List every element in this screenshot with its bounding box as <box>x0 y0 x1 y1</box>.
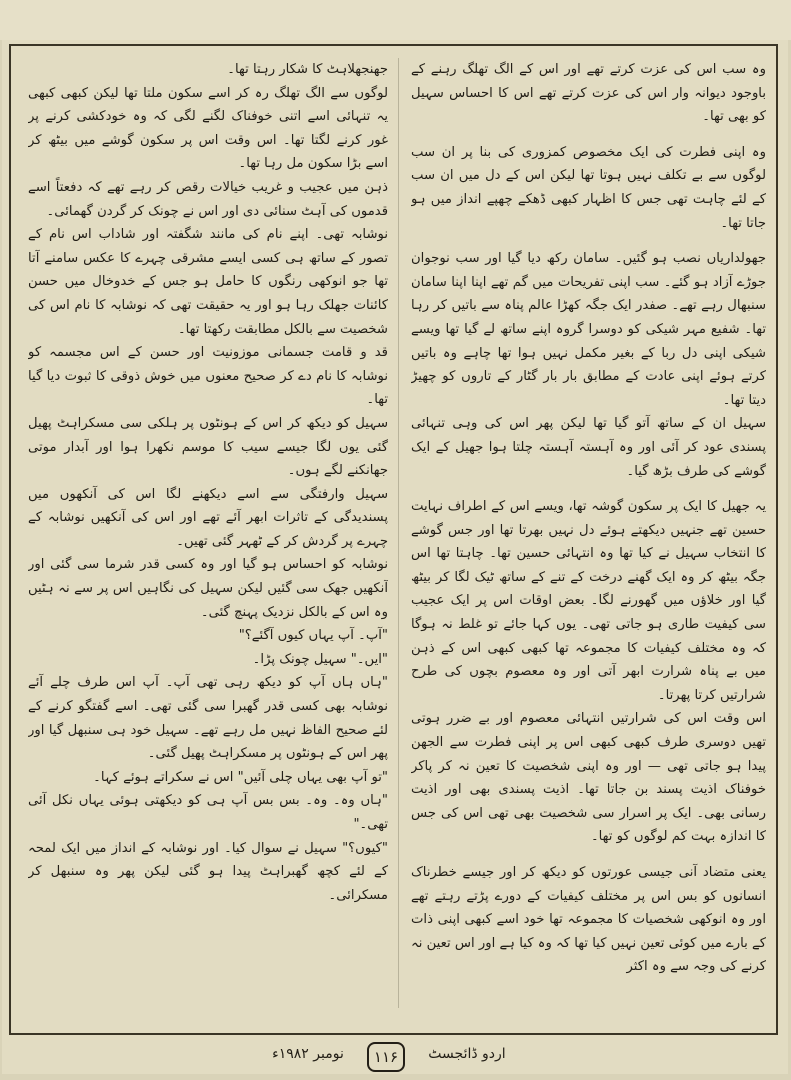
paragraph: جھنجھلاہٹ کا شکار رہتا تھا۔ <box>227 62 388 77</box>
column-divider <box>398 58 399 1008</box>
dialogue-line: "تو آپ بھی یہاں چلی آئیں" اس نے سکراتے ہوئے کہا۔ <box>93 769 388 785</box>
paragraph: سہیل وارفتگی سے اسے دیکھنے لگا اس کی آنکھوں میں پسندیدگی کے تاثرات ابھر آئے تھے اور اس کی آنکھیں نوشابہ کے چہرے پر گردش کر کے ٹھہر گئی تھیں۔ <box>28 486 388 549</box>
paragraph: وہ اپنی فطرت کی ایک مخصوص کمزوری کی بنا پر ان سب لوگوں سے بے تکلف نہیں ہوتا تھا لیکن اس کے دل میں ان سب کے لئے چاہت تھی جس کا اظہار کبھی ڈھکے چھپے انداز میں ہو جاتا تھا۔ <box>411 144 766 231</box>
paragraph: اس وقت اس کی شرارتیں انتہائی معصوم اور بے ضرر ہوتی تھیں دوسری طرف کبھی کبھی اس پر اپنی فطرت سے الجھن پیدا ہو جاتی تھی — اور وہ اپنی شخصیت کا تعین نہ کر پاکر خوفناک اذیت پسند بن جاتا تھا۔ اذیت پسندی بھی اور اذیت رسانی بھی۔ ایک پر اسرار سی شخصیت بھی تھی اس کی جس کا اندازہ بہت کم لوگوں کو تھا۔ <box>411 711 766 845</box>
paragraph: لوگوں سے الگ تھلگ رہ کر اسے سکون ملتا تھا لیکن کبھی کبھی یہ تنہائی اسے اتنی خوفناک لگنے لگی کہ وہ خودکشی کرنے پر غور کرنے لگتا تھا۔ اس وقت اس پر سکون گوشے میں بیٹھ کر اسے بڑا سکون مل رہا تھا۔ <box>28 85 388 172</box>
left-column <box>28 58 388 1018</box>
paragraph: "ہاں وہ۔ وہ۔ بس بس آپ ہی کو دیکھتی ہوئی یہاں نکل آئی تھی۔" <box>28 793 388 832</box>
paragraph: نوشابہ کو احساس ہو گیا اور وہ کسی قدر شرما سی گئی اور آنکھیں جھک سی گئیں لیکن سہیل کی نگاہیں اس پر سے نہ ہٹیں وہ اس کے بالکل نزدیک پہنچ گئی۔ <box>28 557 388 620</box>
right-column <box>411 58 766 1018</box>
paragraph: سہیل کو دیکھ کر اس کے ہونٹوں پر ہلکی سی مسکراہٹ پھیل گئی یوں لگا جیسے سیب کا موسم نکھرا ہوا اور آبدار موتی جھانکنے لگے ہوں۔ <box>28 415 388 479</box>
dialogue-line: "ایں۔" سہیل چونک پڑا۔ <box>252 651 388 667</box>
paragraph: وہ سب اس کی عزت کرتے تھے اور اس کے الگ تھلگ رہنے کے باوجود دیوانہ وار اس کی عزت کرتے تھے اس کا احساس سہیل کو بھی تھا۔ <box>411 62 766 125</box>
paragraph: قد و قامت جسمانی موزونیت اور حسن کے اس مجسمہ کو نوشابہ کا نام دے کر صحیح معنوں میں خوش ذوقی کا ثبوت دیا گیا تھا۔ <box>28 345 388 408</box>
paragraph: یہ جھیل کا ایک پر سکون گوشہ تھا، ویسے اس کے اطراف نہایت حسین تھے جنہیں دیکھتے ہوئے دل نہیں بھرتا تھا اور جس گوشے کا انتخاب سہیل نے کیا تھا وہ انتہائی حسین تھا۔ چاہتا تھا اس جگہ بیٹھ کر وہ ایک گھنے درخت کے تنے کے ساتھ ٹیک لگا کر بیٹھ گیا اور خلاؤں میں گھورنے لگا۔ بعض اوقات اس پر ایک عجیب سی کیفیت طاری ہو جاتی تھی۔ یوں کہا جائے تو غلط نہ ہوگا کہ وہ مختلف کیفیات کا مجموعہ تھا کبھی کبھی اس کے ذہن میں بے پناہ شرارت ابھر آتی اور وہ معصوم بچوں کی طرح شرارتیں کرتا پھرتا۔ <box>411 499 766 703</box>
magazine-name: اردو ڈائجسٹ <box>428 1046 506 1062</box>
paragraph: "ہاں ہاں آپ کو دیکھ رہی تھی آپ۔ آپ اس طرف چلے آئے نوشابہ بھی کسی قدر گھبرا سی گئی تھی۔ اسے گفتگو کرنے کے لئے صحیح الفاظ نہیں مل رہے تھے۔ سہیل خود ہی سنبھل گیا اور پھر اس کے ہونٹوں پر مسکراہٹ پھیل گئی۔ <box>28 675 388 762</box>
paragraph: یعنی متضاد آنی جیسی عورتوں کو دیکھ کر اور جیسے خطرناک انسانوں کو بس اس پر مختلف کیفیات کے دورے پڑتے رہتے تھے اور وہ انوکھی شخصیات کا مجموعہ تھا خود اسے کبھی اپنی ذات کے بارے میں کوئی تعین نہیں کیا تھا کہ وہ کیا ہے اور اس تعین نہ کرنے کی وجہ سے وہ اکثر <box>411 865 766 975</box>
dialogue-line: "آپ۔ آپ یہاں کیوں آگئے؟" <box>238 628 388 644</box>
page-footer <box>0 1040 791 1074</box>
paragraph: جھولداریاں نصب ہو گئیں۔ سامان رکھ دیا گیا اور سب نوجوان جوڑے آزاد ہو گئے۔ سب اپنی تفریحات میں گم تھے اپنا اپنا سامان سنبھال رہے تھے۔ صفدر ایک جگہ کھڑا عالم پناہ سے باتیں کر رہا تھا۔ شفیع مہر شیکی کو دوسرا گروہ اپنے ساتھ لے گیا تھا ویسے شیکی اپنی دل ربا کے بغیر مکمل نہیں ہوا تھا چاہے وہ باتیں کرتے ہوئے اپنی عادت کے مطابق بار بار گٹار کے تاروں کو چھیڑ دیتا تھا۔ <box>411 251 766 408</box>
paragraph: سہیل ان کے ساتھ آتو گیا تھا لیکن پھر اس کی وہی تنہائی پسندی عود کر آئی اور وہ آہستہ آہستہ چلتا ہوا جھیل کے ایک گوشے کی طرف بڑھ گیا۔ <box>411 416 766 479</box>
top-band <box>0 0 791 40</box>
page-number: ۱۱۶ <box>367 1042 405 1072</box>
issue-date: نومبر ۱۹۸۲ء <box>272 1046 344 1062</box>
paragraph: نوشابہ تھی۔ اپنے نام کی مانند شگفتہ اور شاداب اس نام کے تصور کے ساتھ ہی کسی ایسے مشرقی چہرے کا عکس سامنے آتا تھا جو انوکھی رنگوں کا حامل ہو جس کے خدوخال میں حسن کائنات جھلک رہا ہو اور یہ حقیقت تھی کہ نوشابہ کا نام اس کی شخصیت سے بالکل مطابقت رکھتا تھا۔ <box>28 227 388 337</box>
paragraph: ذہن میں عجیب و غریب خیالات رقص کر رہے تھے کہ دفعتاً اسے قدموں کی آہٹ سنائی دی اور اس نے چونک کر گردن گھمائی۔ <box>28 179 388 219</box>
paragraph: "کیوں؟" سہیل نے سوال کیا۔ اور نوشابہ کے انداز میں ایک لمحہ کے لئے کچھ گھبراہٹ پیدا ہو گئی لیکن پھر وہ سنبھل کر مسکرائی۔ <box>28 840 388 903</box>
